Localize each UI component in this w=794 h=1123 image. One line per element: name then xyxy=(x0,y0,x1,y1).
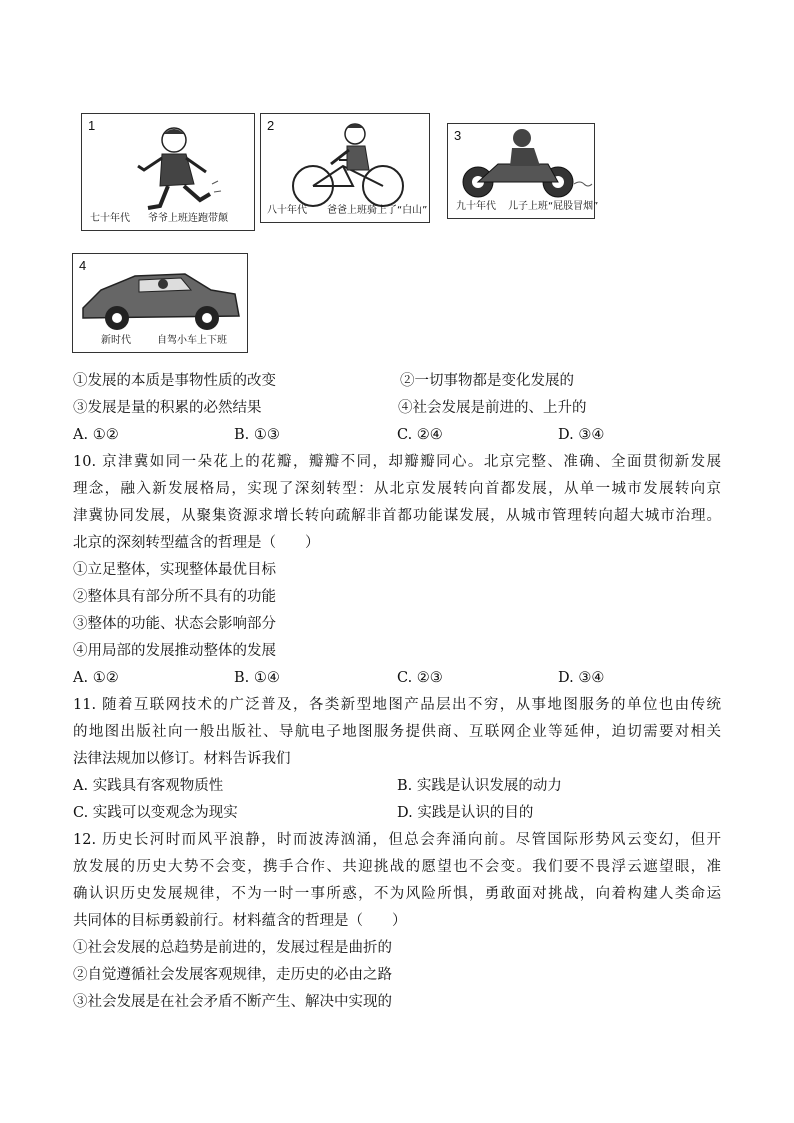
q9-option-b[interactable]: B. ①③ xyxy=(234,427,280,443)
q10-option-b[interactable]: B. ①④ xyxy=(234,670,280,686)
q10-option-a[interactable]: A. ①② xyxy=(73,670,119,686)
q9-option-c[interactable]: C. ②④ xyxy=(397,427,443,443)
panel-description: 爸爸上班骑上了“白山” xyxy=(327,205,428,216)
q12-statement-3: ③社会发展是在社会矛盾不断产生、解决中实现的 xyxy=(73,994,392,1010)
panel-description: 儿子上班“屁股冒烟” xyxy=(508,201,599,212)
panel-era: 七十年代 xyxy=(90,213,130,224)
q9-option-d[interactable]: D. ③④ xyxy=(558,427,605,443)
q10-statement-1: ①立足整体，实现整体最优目标 xyxy=(73,562,276,578)
panel-number: 1 xyxy=(88,118,96,133)
q12-statement-1: ①社会发展的总趋势是前进的，发展过程是曲折的 xyxy=(73,940,392,956)
q11-stem-line-1: 11. 随着互联网技术的广泛普及，各类新型地图产品层出不穷，从事地图服务的单位也由传统 xyxy=(73,697,721,713)
comic-panel-1 xyxy=(81,113,255,231)
q12-stem-line-1: 12. 历史长河时而风平浪静，时而波涛汹涌，但总会奔涌向前。尽管国际形势风云变幻，但开 xyxy=(73,832,721,848)
comic-panel-2 xyxy=(260,113,430,223)
q10-statement-4: ④用局部的发展推动整体的发展 xyxy=(73,643,276,659)
q10-stem-line-4: 北京的深刻转型蕴含的哲理是（ ） xyxy=(73,535,320,551)
q10-option-c[interactable]: C. ②③ xyxy=(397,670,443,686)
panel-number: 2 xyxy=(267,118,275,133)
comic-panel-3 xyxy=(447,123,599,219)
q12-stem-line-3: 确认识历史发展规律，不为一时一事所惑，不为风险所惧，勇敢面对挑战，向着构建人类命运 xyxy=(73,886,721,902)
panel-era: 九十年代 xyxy=(456,201,496,212)
q10-statement-2: ②整体具有部分所不具有的功能 xyxy=(73,589,276,605)
q11-stem-line-2: 的地图出版社向一般出版社、导航电子地图服务提供商、互联网企业等延伸，迫切需要对相关 xyxy=(73,724,721,740)
q10-stem-line-1: 10. 京津冀如同一朵花上的花瓣，瓣瓣不同，却瓣瓣同心。北京完整、准确、全面贯彻新发展 xyxy=(73,454,721,470)
panel-number: 4 xyxy=(79,258,87,273)
panel-era: 新时代 xyxy=(101,335,131,346)
q12-stem-line-4: 共同体的目标勇毅前行。材料蕴含的哲理是（ ） xyxy=(73,913,407,929)
q11-option-a[interactable]: A. 实践具有客观物质性 xyxy=(73,778,224,794)
q11-stem-line-3: 法律法规加以修订。材料告诉我们 xyxy=(73,751,291,767)
q10-stem-line-2: 理念，融入新发展格局，实现了深刻转型：从北京发展转向首都发展，从单一城市发展转向京 xyxy=(73,481,721,497)
q9-statement-2: ②一切事物都是变化发展的 xyxy=(400,373,574,389)
q9-option-a[interactable]: A. ①② xyxy=(73,427,119,443)
panel-description: 自驾小车上下班 xyxy=(157,335,227,346)
panel-description: 爷爷上班连跑带颠 xyxy=(148,213,228,224)
panel-era: 八十年代 xyxy=(267,205,307,216)
comic-panel-4 xyxy=(72,253,248,353)
q9-statement-4: ④社会发展是前进的、上升的 xyxy=(398,400,587,416)
q9-statement-1: ①发展的本质是事物性质的改变 xyxy=(73,373,276,389)
panel-number: 3 xyxy=(454,128,462,143)
q10-statement-3: ③整体的功能、状态会影响部分 xyxy=(73,616,276,632)
q12-stem-line-2: 放发展的历史大势不会变，携手合作、共迎挑战的愿望也不会变。我们要不畏浮云遮望眼，准 xyxy=(73,859,721,875)
q10-option-d[interactable]: D. ③④ xyxy=(558,670,605,686)
q11-option-c[interactable]: C. 实践可以变观念为现实 xyxy=(73,805,238,821)
q10-stem-line-3: 津冀协同发展，从聚集资源求增长转向疏解非首都功能谋发展，从城市管理转向超大城市治理。 xyxy=(73,508,721,524)
q9-statement-3: ③发展是量的积累的必然结果 xyxy=(73,400,262,416)
q11-option-b[interactable]: B. 实践是认识发展的动力 xyxy=(397,778,562,794)
q11-option-d[interactable]: D. 实践是认识的目的 xyxy=(397,805,534,821)
q12-statement-2: ②自觉遵循社会发展客观规律，走历史的必由之路 xyxy=(73,967,392,983)
